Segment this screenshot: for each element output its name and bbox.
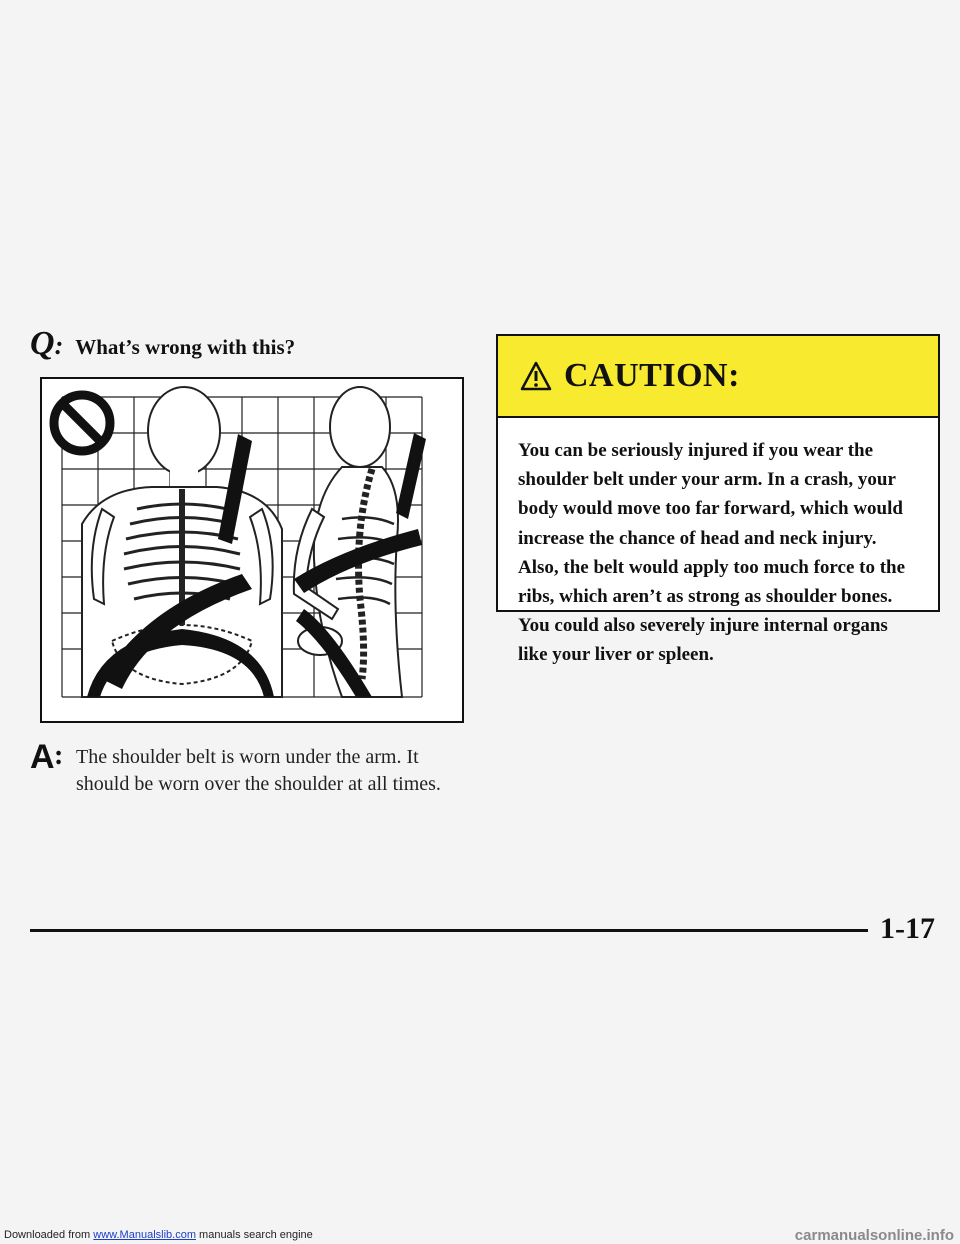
footer-suffix: manuals search engine — [195, 1229, 313, 1241]
caution-box — [496, 334, 940, 666]
caution-header — [498, 336, 938, 418]
page-rule — [30, 929, 868, 932]
answer-colon: : — [54, 740, 64, 771]
answer-block — [30, 738, 470, 798]
download-footer — [4, 1229, 313, 1241]
question-letter: Q — [30, 325, 55, 362]
manualslib-link[interactable]: www.Manualslib.com — [93, 1229, 196, 1241]
question-text: What’s wrong with this? — [75, 335, 296, 359]
answer-text: The shoulder belt is worn under the arm. It should be worn over the shoulder at all times. — [76, 746, 441, 795]
seatbelt-illustration — [40, 377, 464, 723]
caution-body: You can be seriously injured if you wear the shoulder belt under your arm. In a crash, your body would move too far forward, which would increase the chance of head and neck injury. Also, the belt would apply too much force to the ribs, which aren’t as strong as shoulder bones. You could also severely injure internal organs like your liver or spleen. — [518, 440, 906, 666]
warning-triangle-icon — [520, 361, 552, 391]
page-number: 1-17 — [880, 912, 935, 945]
question-heading — [30, 325, 295, 363]
watermark: carmanualsonline.info — [794, 1227, 954, 1244]
question-colon: : — [54, 331, 64, 360]
caution-title: CAUTION: — [564, 357, 740, 394]
footer-prefix: Downloaded from — [4, 1229, 94, 1241]
answer-letter: A — [30, 738, 55, 776]
